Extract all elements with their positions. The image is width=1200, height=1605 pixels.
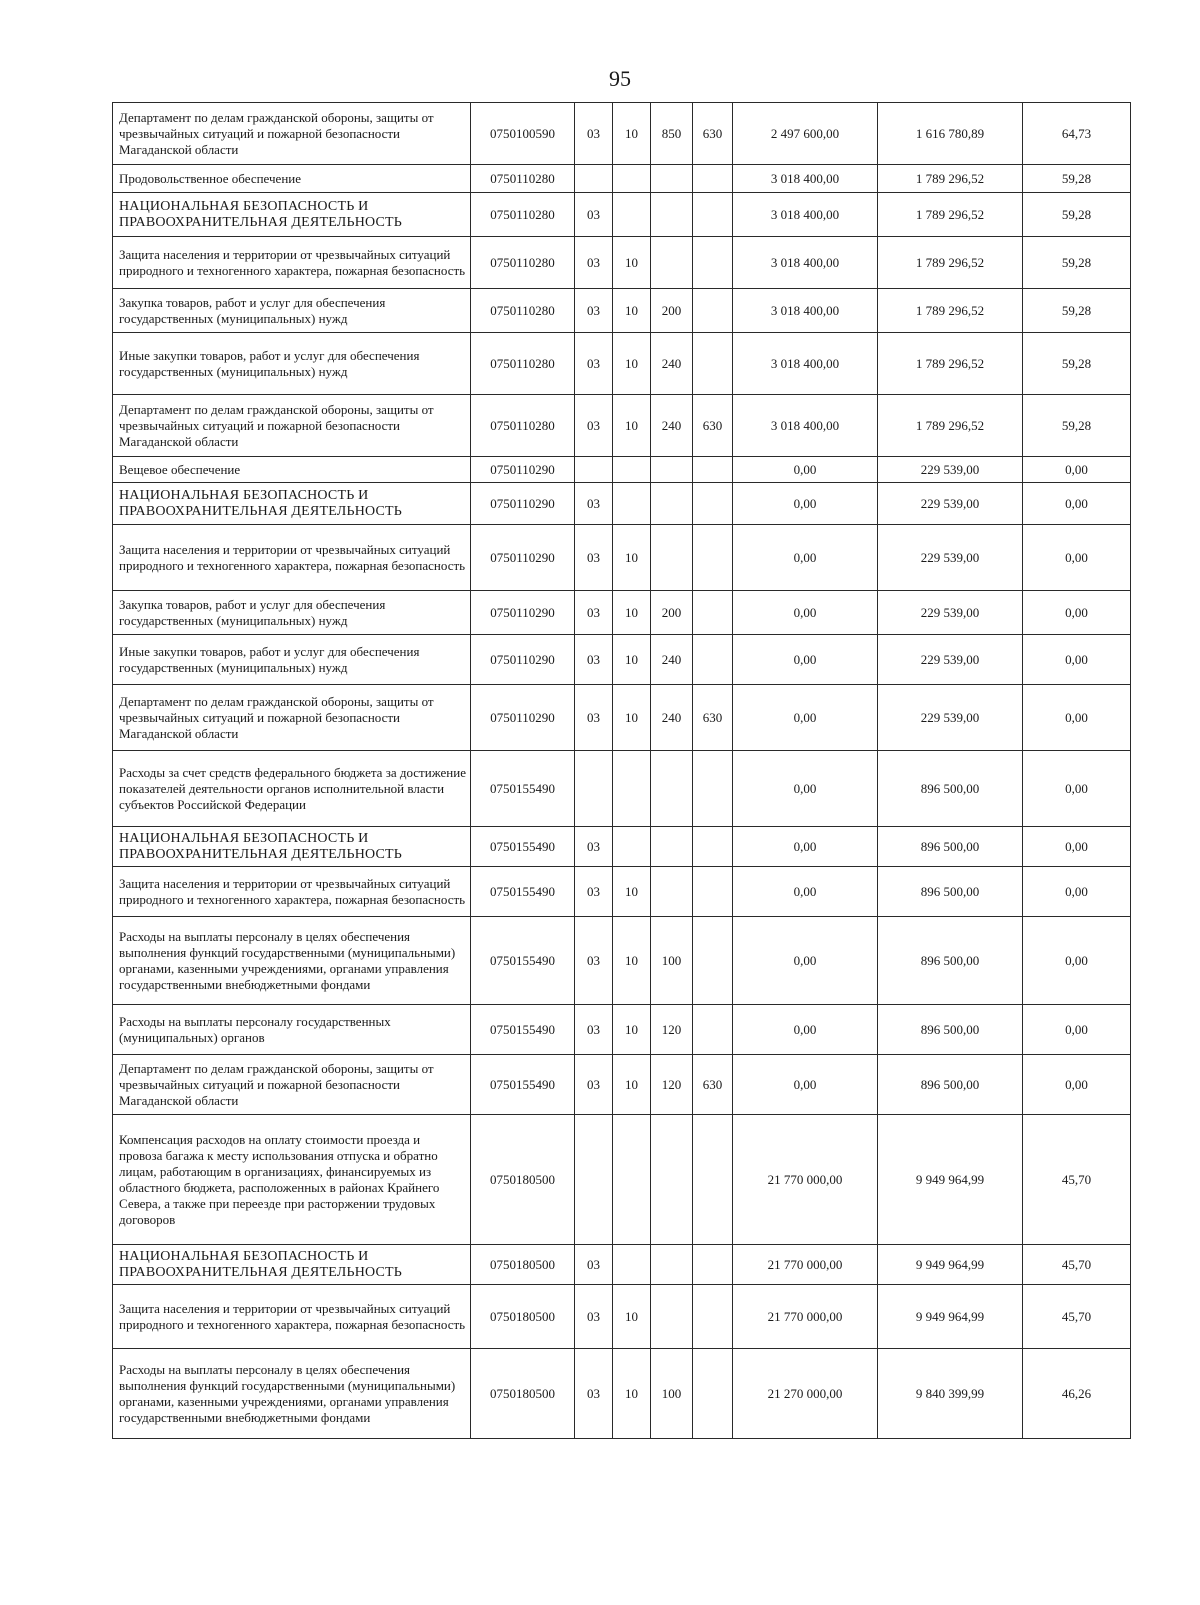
subsection-cell bbox=[613, 165, 651, 193]
expense-name-cell: Защита населения и территории от чрезвычайных ситуаций природного и техногенного характера, пожарная безопасность bbox=[113, 525, 471, 591]
percent-cell: 45,70 bbox=[1023, 1245, 1131, 1285]
percent-cell: 0,00 bbox=[1023, 525, 1131, 591]
grbs-cell bbox=[693, 525, 733, 591]
target-article-cell: 0750110290 bbox=[471, 483, 575, 525]
executed-amount-cell: 896 500,00 bbox=[878, 1005, 1023, 1055]
table-row bbox=[113, 1349, 1131, 1439]
expense-type-cell: 120 bbox=[651, 1005, 693, 1055]
executed-amount-cell: 9 840 399,99 bbox=[878, 1349, 1023, 1439]
table-row bbox=[113, 1245, 1131, 1285]
expense-type-cell bbox=[651, 1285, 693, 1349]
executed-amount-cell: 229 539,00 bbox=[878, 685, 1023, 751]
grbs-cell bbox=[693, 289, 733, 333]
executed-amount-cell: 1 789 296,52 bbox=[878, 333, 1023, 395]
expense-type-cell: 200 bbox=[651, 289, 693, 333]
percent-cell: 0,00 bbox=[1023, 827, 1131, 867]
grbs-cell bbox=[693, 333, 733, 395]
expense-name-cell: Департамент по делам гражданской обороны, защиты от чрезвычайных ситуаций и пожарной безопасности Магаданской области bbox=[113, 395, 471, 457]
target-article-cell: 0750155490 bbox=[471, 867, 575, 917]
target-article-cell: 0750155490 bbox=[471, 1005, 575, 1055]
expense-name-cell: Защита населения и территории от чрезвычайных ситуаций природного и техногенного характера, пожарная безопасность bbox=[113, 237, 471, 289]
table-row bbox=[113, 237, 1131, 289]
planned-amount-cell: 3 018 400,00 bbox=[733, 193, 878, 237]
percent-cell: 45,70 bbox=[1023, 1115, 1131, 1245]
percent-cell: 59,28 bbox=[1023, 395, 1131, 457]
expense-name-cell: НАЦИОНАЛЬНАЯ БЕЗОПАСНОСТЬ И ПРАВООХРАНИТЕЛЬНАЯ ДЕЯТЕЛЬНОСТЬ bbox=[113, 483, 471, 525]
expense-type-cell: 200 bbox=[651, 591, 693, 635]
grbs-cell bbox=[693, 1285, 733, 1349]
target-article-cell: 0750155490 bbox=[471, 751, 575, 827]
subsection-cell: 10 bbox=[613, 635, 651, 685]
section-cell: 03 bbox=[575, 395, 613, 457]
subsection-cell bbox=[613, 751, 651, 827]
expense-name-cell: Департамент по делам гражданской обороны, защиты от чрезвычайных ситуаций и пожарной безопасности Магаданской области bbox=[113, 1055, 471, 1115]
table-row bbox=[113, 483, 1131, 525]
planned-amount-cell: 2 497 600,00 bbox=[733, 103, 878, 165]
executed-amount-cell: 896 500,00 bbox=[878, 867, 1023, 917]
subsection-cell: 10 bbox=[613, 917, 651, 1005]
target-article-cell: 0750110280 bbox=[471, 165, 575, 193]
target-article-cell: 0750110280 bbox=[471, 333, 575, 395]
percent-cell: 0,00 bbox=[1023, 457, 1131, 483]
executed-amount-cell: 229 539,00 bbox=[878, 525, 1023, 591]
section-cell: 03 bbox=[575, 1349, 613, 1439]
subsection-cell bbox=[613, 193, 651, 237]
grbs-cell bbox=[693, 457, 733, 483]
subsection-cell bbox=[613, 1115, 651, 1245]
target-article-cell: 0750110290 bbox=[471, 457, 575, 483]
expense-name-cell: Департамент по делам гражданской обороны, защиты от чрезвычайных ситуаций и пожарной безопасности Магаданской области bbox=[113, 685, 471, 751]
grbs-cell bbox=[693, 591, 733, 635]
executed-amount-cell: 1 789 296,52 bbox=[878, 395, 1023, 457]
grbs-cell bbox=[693, 237, 733, 289]
section-cell: 03 bbox=[575, 1285, 613, 1349]
expense-type-cell: 100 bbox=[651, 1349, 693, 1439]
budget-execution-table bbox=[112, 102, 1131, 1439]
expense-type-cell: 120 bbox=[651, 1055, 693, 1115]
subsection-cell: 10 bbox=[613, 1055, 651, 1115]
grbs-cell bbox=[693, 165, 733, 193]
section-cell: 03 bbox=[575, 591, 613, 635]
section-cell: 03 bbox=[575, 333, 613, 395]
subsection-cell: 10 bbox=[613, 867, 651, 917]
planned-amount-cell: 21 270 000,00 bbox=[733, 1349, 878, 1439]
planned-amount-cell: 0,00 bbox=[733, 457, 878, 483]
table-row bbox=[113, 457, 1131, 483]
percent-cell: 59,28 bbox=[1023, 165, 1131, 193]
planned-amount-cell: 0,00 bbox=[733, 867, 878, 917]
executed-amount-cell: 896 500,00 bbox=[878, 917, 1023, 1005]
executed-amount-cell: 1 789 296,52 bbox=[878, 165, 1023, 193]
percent-cell: 0,00 bbox=[1023, 591, 1131, 635]
grbs-cell bbox=[693, 1005, 733, 1055]
expense-type-cell bbox=[651, 1245, 693, 1285]
expense-type-cell bbox=[651, 237, 693, 289]
grbs-cell bbox=[693, 867, 733, 917]
expense-name-cell: Расходы на выплаты персоналу в целях обеспечения выполнения функций государственными (муниципальными) органами, казенными учреждениями, органами управления государственными внебюджетными фондами bbox=[113, 1349, 471, 1439]
expense-type-cell: 240 bbox=[651, 333, 693, 395]
target-article-cell: 0750110280 bbox=[471, 193, 575, 237]
table-row bbox=[113, 395, 1131, 457]
subsection-cell: 10 bbox=[613, 289, 651, 333]
percent-cell: 59,28 bbox=[1023, 237, 1131, 289]
expense-type-cell: 240 bbox=[651, 685, 693, 751]
percent-cell: 45,70 bbox=[1023, 1285, 1131, 1349]
page-number: 95 bbox=[609, 66, 631, 91]
expense-name-cell: Расходы за счет средств федерального бюджета за достижение показателей деятельности органов исполнительной власти субъектов Российской Федерации bbox=[113, 751, 471, 827]
table-row bbox=[113, 193, 1131, 237]
table-row bbox=[113, 525, 1131, 591]
target-article-cell: 0750180500 bbox=[471, 1115, 575, 1245]
executed-amount-cell: 896 500,00 bbox=[878, 827, 1023, 867]
executed-amount-cell: 1 789 296,52 bbox=[878, 193, 1023, 237]
section-cell: 03 bbox=[575, 103, 613, 165]
planned-amount-cell: 3 018 400,00 bbox=[733, 333, 878, 395]
expense-name-cell: Иные закупки товаров, работ и услуг для обеспечения государственных (муниципальных) нужд bbox=[113, 635, 471, 685]
subsection-cell bbox=[613, 457, 651, 483]
planned-amount-cell: 21 770 000,00 bbox=[733, 1115, 878, 1245]
expense-type-cell: 240 bbox=[651, 395, 693, 457]
target-article-cell: 0750155490 bbox=[471, 827, 575, 867]
table-row bbox=[113, 165, 1131, 193]
executed-amount-cell: 1 789 296,52 bbox=[878, 237, 1023, 289]
table-row bbox=[113, 1005, 1131, 1055]
grbs-cell bbox=[693, 1349, 733, 1439]
grbs-cell bbox=[693, 483, 733, 525]
subsection-cell: 10 bbox=[613, 1349, 651, 1439]
expense-name-cell: Компенсация расходов на оплату стоимости проезда и провоза багажа к месту использования отпуска и обратно лицам, работающим в организациях, финансируемых из областного бюджета, расположенных в районах Крайнего Севера, а также при переезде при расторжении трудовых договоров bbox=[113, 1115, 471, 1245]
target-article-cell: 0750180500 bbox=[471, 1285, 575, 1349]
expense-name-cell: Вещевое обеспечение bbox=[113, 457, 471, 483]
executed-amount-cell: 229 539,00 bbox=[878, 635, 1023, 685]
section-cell: 03 bbox=[575, 1055, 613, 1115]
percent-cell: 0,00 bbox=[1023, 867, 1131, 917]
expense-type-cell bbox=[651, 525, 693, 591]
subsection-cell: 10 bbox=[613, 395, 651, 457]
executed-amount-cell: 229 539,00 bbox=[878, 591, 1023, 635]
planned-amount-cell: 3 018 400,00 bbox=[733, 395, 878, 457]
planned-amount-cell: 0,00 bbox=[733, 685, 878, 751]
expense-type-cell bbox=[651, 165, 693, 193]
expense-name-cell: Расходы на выплаты персоналу в целях обеспечения выполнения функций государственными (муниципальными) органами, казенными учреждениями, органами управления государственными внебюджетными фондами bbox=[113, 917, 471, 1005]
target-article-cell: 0750180500 bbox=[471, 1245, 575, 1285]
table-body bbox=[113, 103, 1131, 1439]
table-row bbox=[113, 1055, 1131, 1115]
expense-name-cell: Закупка товаров, работ и услуг для обеспечения государственных (муниципальных) нужд bbox=[113, 289, 471, 333]
target-article-cell: 0750110290 bbox=[471, 591, 575, 635]
percent-cell: 46,26 bbox=[1023, 1349, 1131, 1439]
subsection-cell: 10 bbox=[613, 591, 651, 635]
planned-amount-cell: 3 018 400,00 bbox=[733, 165, 878, 193]
section-cell bbox=[575, 751, 613, 827]
planned-amount-cell: 0,00 bbox=[733, 1005, 878, 1055]
section-cell bbox=[575, 457, 613, 483]
subsection-cell: 10 bbox=[613, 333, 651, 395]
planned-amount-cell: 0,00 bbox=[733, 751, 878, 827]
planned-amount-cell: 0,00 bbox=[733, 1055, 878, 1115]
grbs-cell bbox=[693, 751, 733, 827]
expense-type-cell: 100 bbox=[651, 917, 693, 1005]
grbs-cell bbox=[693, 193, 733, 237]
expense-type-cell: 850 bbox=[651, 103, 693, 165]
table-row bbox=[113, 827, 1131, 867]
grbs-cell: 630 bbox=[693, 685, 733, 751]
table-row bbox=[113, 685, 1131, 751]
table-row bbox=[113, 103, 1131, 165]
section-cell: 03 bbox=[575, 237, 613, 289]
planned-amount-cell: 0,00 bbox=[733, 635, 878, 685]
percent-cell: 0,00 bbox=[1023, 1005, 1131, 1055]
subsection-cell: 10 bbox=[613, 237, 651, 289]
section-cell: 03 bbox=[575, 1245, 613, 1285]
subsection-cell bbox=[613, 827, 651, 867]
target-article-cell: 0750110280 bbox=[471, 289, 575, 333]
section-cell: 03 bbox=[575, 827, 613, 867]
percent-cell: 0,00 bbox=[1023, 685, 1131, 751]
subsection-cell: 10 bbox=[613, 685, 651, 751]
section-cell: 03 bbox=[575, 483, 613, 525]
executed-amount-cell: 896 500,00 bbox=[878, 751, 1023, 827]
executed-amount-cell: 229 539,00 bbox=[878, 483, 1023, 525]
grbs-cell bbox=[693, 917, 733, 1005]
executed-amount-cell: 1 616 780,89 bbox=[878, 103, 1023, 165]
table-row bbox=[113, 591, 1131, 635]
subsection-cell: 10 bbox=[613, 1005, 651, 1055]
executed-amount-cell: 896 500,00 bbox=[878, 1055, 1023, 1115]
section-cell: 03 bbox=[575, 635, 613, 685]
percent-cell: 0,00 bbox=[1023, 483, 1131, 525]
section-cell: 03 bbox=[575, 1005, 613, 1055]
percent-cell: 59,28 bbox=[1023, 289, 1131, 333]
target-article-cell: 0750110290 bbox=[471, 685, 575, 751]
percent-cell: 64,73 bbox=[1023, 103, 1131, 165]
expense-type-cell bbox=[651, 193, 693, 237]
grbs-cell: 630 bbox=[693, 395, 733, 457]
expense-name-cell: НАЦИОНАЛЬНАЯ БЕЗОПАСНОСТЬ И ПРАВООХРАНИТЕЛЬНАЯ ДЕЯТЕЛЬНОСТЬ bbox=[113, 1245, 471, 1285]
section-cell: 03 bbox=[575, 685, 613, 751]
percent-cell: 0,00 bbox=[1023, 917, 1131, 1005]
subsection-cell bbox=[613, 483, 651, 525]
expense-name-cell: НАЦИОНАЛЬНАЯ БЕЗОПАСНОСТЬ И ПРАВООХРАНИТЕЛЬНАЯ ДЕЯТЕЛЬНОСТЬ bbox=[113, 827, 471, 867]
planned-amount-cell: 21 770 000,00 bbox=[733, 1285, 878, 1349]
executed-amount-cell: 9 949 964,99 bbox=[878, 1285, 1023, 1349]
executed-amount-cell: 229 539,00 bbox=[878, 457, 1023, 483]
expense-type-cell bbox=[651, 751, 693, 827]
section-cell bbox=[575, 1115, 613, 1245]
planned-amount-cell: 0,00 bbox=[733, 525, 878, 591]
table-row bbox=[113, 333, 1131, 395]
expense-type-cell bbox=[651, 1115, 693, 1245]
table-row bbox=[113, 1285, 1131, 1349]
expense-type-cell bbox=[651, 483, 693, 525]
section-cell bbox=[575, 165, 613, 193]
target-article-cell: 0750100590 bbox=[471, 103, 575, 165]
planned-amount-cell: 0,00 bbox=[733, 591, 878, 635]
planned-amount-cell: 0,00 bbox=[733, 917, 878, 1005]
section-cell: 03 bbox=[575, 193, 613, 237]
table-row bbox=[113, 867, 1131, 917]
expense-type-cell bbox=[651, 457, 693, 483]
section-cell: 03 bbox=[575, 867, 613, 917]
executed-amount-cell: 9 949 964,99 bbox=[878, 1245, 1023, 1285]
percent-cell: 59,28 bbox=[1023, 193, 1131, 237]
planned-amount-cell: 21 770 000,00 bbox=[733, 1245, 878, 1285]
percent-cell: 59,28 bbox=[1023, 333, 1131, 395]
expense-type-cell: 240 bbox=[651, 635, 693, 685]
expense-name-cell: НАЦИОНАЛЬНАЯ БЕЗОПАСНОСТЬ И ПРАВООХРАНИТЕЛЬНАЯ ДЕЯТЕЛЬНОСТЬ bbox=[113, 193, 471, 237]
grbs-cell bbox=[693, 635, 733, 685]
expense-name-cell: Департамент по делам гражданской обороны, защиты от чрезвычайных ситуаций и пожарной безопасности Магаданской области bbox=[113, 103, 471, 165]
planned-amount-cell: 3 018 400,00 bbox=[733, 289, 878, 333]
target-article-cell: 0750110290 bbox=[471, 525, 575, 591]
planned-amount-cell: 0,00 bbox=[733, 483, 878, 525]
target-article-cell: 0750110290 bbox=[471, 635, 575, 685]
grbs-cell bbox=[693, 827, 733, 867]
expense-name-cell: Закупка товаров, работ и услуг для обеспечения государственных (муниципальных) нужд bbox=[113, 591, 471, 635]
expense-name-cell: Продовольственное обеспечение bbox=[113, 165, 471, 193]
subsection-cell: 10 bbox=[613, 103, 651, 165]
grbs-cell bbox=[693, 1115, 733, 1245]
executed-amount-cell: 9 949 964,99 bbox=[878, 1115, 1023, 1245]
section-cell: 03 bbox=[575, 289, 613, 333]
table-row bbox=[113, 289, 1131, 333]
target-article-cell: 0750155490 bbox=[471, 917, 575, 1005]
table-row bbox=[113, 635, 1131, 685]
table-row bbox=[113, 1115, 1131, 1245]
expense-type-cell bbox=[651, 827, 693, 867]
expense-type-cell bbox=[651, 867, 693, 917]
percent-cell: 0,00 bbox=[1023, 751, 1131, 827]
target-article-cell: 0750110280 bbox=[471, 395, 575, 457]
target-article-cell: 0750155490 bbox=[471, 1055, 575, 1115]
target-article-cell: 0750110280 bbox=[471, 237, 575, 289]
table-row bbox=[113, 751, 1131, 827]
expense-name-cell: Защита населения и территории от чрезвычайных ситуаций природного и техногенного характера, пожарная безопасность bbox=[113, 1285, 471, 1349]
planned-amount-cell: 3 018 400,00 bbox=[733, 237, 878, 289]
expense-name-cell: Защита населения и территории от чрезвычайных ситуаций природного и техногенного характера, пожарная безопасность bbox=[113, 867, 471, 917]
percent-cell: 0,00 bbox=[1023, 1055, 1131, 1115]
subsection-cell: 10 bbox=[613, 525, 651, 591]
section-cell: 03 bbox=[575, 525, 613, 591]
expense-name-cell: Иные закупки товаров, работ и услуг для обеспечения государственных (муниципальных) нужд bbox=[113, 333, 471, 395]
executed-amount-cell: 1 789 296,52 bbox=[878, 289, 1023, 333]
expense-name-cell: Расходы на выплаты персоналу государственных (муниципальных) органов bbox=[113, 1005, 471, 1055]
grbs-cell: 630 bbox=[693, 1055, 733, 1115]
target-article-cell: 0750180500 bbox=[471, 1349, 575, 1439]
subsection-cell: 10 bbox=[613, 1285, 651, 1349]
table-row bbox=[113, 917, 1131, 1005]
grbs-cell bbox=[693, 1245, 733, 1285]
grbs-cell: 630 bbox=[693, 103, 733, 165]
percent-cell: 0,00 bbox=[1023, 635, 1131, 685]
section-cell: 03 bbox=[575, 917, 613, 1005]
subsection-cell bbox=[613, 1245, 651, 1285]
planned-amount-cell: 0,00 bbox=[733, 827, 878, 867]
